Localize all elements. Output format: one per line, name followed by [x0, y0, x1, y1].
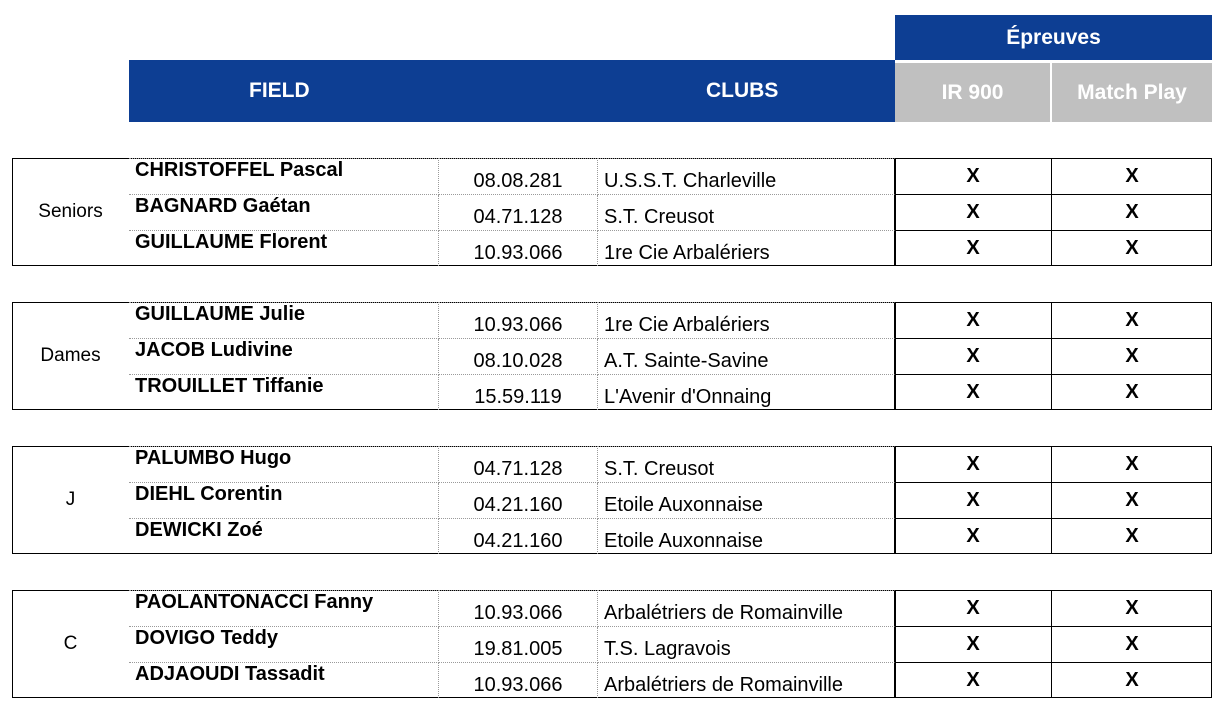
club-name: 1re Cie Arbalériers	[598, 231, 895, 266]
license-number: 04.21.160	[439, 483, 598, 519]
ir900-mark: X	[895, 195, 1052, 231]
ir900-mark: X	[895, 483, 1052, 519]
field-label: FIELD	[249, 79, 310, 102]
ir900-mark: X	[895, 302, 1052, 339]
ir900-mark: X	[895, 339, 1052, 375]
club-name: L'Avenir d'Onnaing	[598, 375, 895, 410]
ir900-mark: X	[895, 663, 1052, 698]
epreuves-header	[895, 15, 1212, 60]
ir900-mark: X	[895, 375, 1052, 410]
club-name: S.T. Creusot	[598, 446, 895, 483]
athlete-name: DOVIGO Teddy	[129, 627, 439, 663]
ir900-mark: X	[895, 519, 1052, 554]
athlete-name: DEWICKI Zoé	[129, 519, 439, 554]
field-header	[129, 60, 895, 122]
match-play-mark: X	[1052, 590, 1212, 627]
category-label: Dames	[40, 345, 101, 366]
license-number: 10.93.066	[439, 590, 598, 627]
club-name: Etoile Auxonnaise	[598, 483, 895, 519]
club-name: 1re Cie Arbalériers	[598, 302, 895, 339]
match-play-mark: X	[1125, 381, 1139, 403]
match-play-mark: X	[1052, 483, 1212, 519]
license-number: 10.93.066	[439, 663, 598, 698]
ir900-mark: X	[895, 158, 1052, 195]
license-number: 10.93.066	[439, 231, 598, 266]
athlete-name: BAGNARD Gaétan	[129, 195, 439, 231]
clubs-label: CLUBS	[706, 79, 779, 102]
ir900-mark: X	[895, 446, 1052, 483]
event-match-play-header	[1052, 62, 1212, 122]
license-number: 04.71.128	[439, 446, 598, 483]
event-ir900-header	[895, 62, 1051, 122]
ir900-mark: X	[895, 231, 1052, 266]
event-match-play-label: Match Play	[1077, 80, 1187, 104]
license-number: 04.71.128	[439, 195, 598, 231]
match-play-mark: X	[1052, 195, 1212, 231]
category-label: J	[65, 489, 76, 510]
club-name: T.S. Lagravois	[598, 627, 895, 663]
ir900-mark: X	[895, 590, 1052, 627]
club-name: Arbalétriers de Romainville	[598, 590, 895, 627]
athlete-name: ADJAOUDI Tassadit	[129, 663, 439, 698]
match-play-mark: X	[1052, 627, 1212, 663]
athlete-name: CHRISTOFFEL Pascal	[129, 158, 439, 195]
category-label: C	[63, 633, 78, 654]
club-name: A.T. Sainte-Savine	[598, 339, 895, 375]
license-number: 19.81.005	[439, 627, 598, 663]
license-number: 15.59.119	[439, 375, 598, 410]
club-name: Etoile Auxonnaise	[598, 519, 895, 554]
match-play-mark: X	[1052, 339, 1212, 375]
match-play-mark: X	[1125, 669, 1139, 691]
license-number: 04.21.160	[439, 519, 598, 554]
license-number: 10.93.066	[439, 302, 598, 339]
athlete-name: GUILLAUME Florent	[129, 231, 439, 266]
match-play-mark: X	[1125, 237, 1139, 259]
club-name: Arbalétriers de Romainville	[598, 663, 895, 698]
match-play-mark: X	[1125, 525, 1139, 547]
category-label: Seniors	[38, 201, 103, 222]
athlete-name: PAOLANTONACCI Fanny	[129, 590, 439, 627]
athlete-name: TROUILLET Tiffanie	[129, 375, 439, 410]
match-play-mark: X	[1052, 302, 1212, 339]
athlete-name: DIEHL Corentin	[129, 483, 439, 519]
event-ir900-label: IR 900	[941, 80, 1004, 104]
athlete-name: GUILLAUME Julie	[129, 302, 439, 339]
match-play-mark: X	[1052, 446, 1212, 483]
athlete-name: PALUMBO Hugo	[129, 446, 439, 483]
club-name: S.T. Creusot	[598, 195, 895, 231]
athlete-name: JACOB Ludivine	[129, 339, 439, 375]
epreuves-label: Épreuves	[1006, 25, 1101, 49]
match-play-mark: X	[1052, 158, 1212, 195]
club-name: U.S.S.T. Charleville	[598, 158, 895, 195]
license-number: 08.10.028	[439, 339, 598, 375]
ir900-mark: X	[895, 627, 1052, 663]
license-number: 08.08.281	[439, 158, 598, 195]
